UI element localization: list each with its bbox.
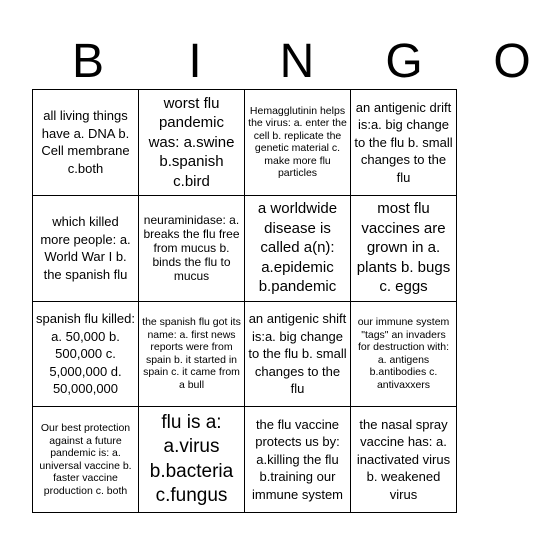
cell-text: Our best protection against a future pandemic is: a. universal vaccine b. faster vaccine production c. both <box>39 422 132 497</box>
cell-text: all living things have a. DNA b. Cell membrane c.both <box>41 108 130 176</box>
bingo-cell[interactable] <box>139 196 245 302</box>
bingo-cell[interactable] <box>139 302 245 408</box>
bingo-cell[interactable] <box>139 407 245 513</box>
bingo-cell[interactable] <box>245 196 351 302</box>
cell-text: spanish flu killed: a. 50,000 b. 500,000 c. 5,000,000 d. 50,000,000 <box>36 311 135 397</box>
header-letter-i: I <box>188 35 202 88</box>
bingo-cell[interactable] <box>351 302 457 408</box>
cell-text: worst flu pandemic was: a.swine b.spanish c.bird <box>148 94 235 190</box>
bingo-grid <box>32 89 457 513</box>
cell-text: an antigenic shift is:a. big change to the flu b. small changes to the flu <box>248 311 347 397</box>
cell-text: an antigenic drift is:a. big change to the flu b. small changes to the flu <box>354 99 453 185</box>
cell-text: which killed more people: a. World War I b. the spanish flu <box>40 214 131 282</box>
bingo-cell[interactable] <box>33 407 139 513</box>
cell-text: flu is a: a.virus b.bacteria c.fungus <box>149 411 234 507</box>
header-letter-g: G <box>385 35 423 88</box>
header-letter-b: B <box>71 35 104 88</box>
bingo-header <box>0 34 531 90</box>
cell-text: our immune system "tags" an invaders for destruction with: a. antigens b.antibodies c. antivaxxers <box>357 316 450 391</box>
cell-text: a worldwide disease is called a(n): a.epidemic b.pandemic <box>257 200 338 296</box>
bingo-cell[interactable] <box>245 302 351 408</box>
bingo-cell[interactable] <box>351 196 457 302</box>
bingo-cell[interactable] <box>33 90 139 196</box>
cell-text: the nasal spray vaccine has: a. inactivated virus b. weakened virus <box>356 416 451 502</box>
bingo-cell[interactable] <box>351 407 457 513</box>
cell-text: the flu vaccine protects us by: a.killing the flu b.training our immune system <box>251 416 344 502</box>
cell-text: neuraminidase: a. breaks the flu free from mucus b. binds the flu to mucus <box>143 213 240 284</box>
cell-text: Hemagglutinin helps the virus: a. enter the cell b. replicate the genetic material c. make more flu particles <box>248 104 347 180</box>
bingo-cell[interactable] <box>33 302 139 408</box>
header-letter-n: N <box>279 35 315 88</box>
bingo-cell[interactable] <box>245 407 351 513</box>
bingo-cell[interactable] <box>351 90 457 196</box>
header-letter-o: O <box>493 35 531 88</box>
bingo-cell[interactable] <box>139 90 245 196</box>
bingo-cell[interactable] <box>33 196 139 302</box>
bingo-cell[interactable] <box>245 90 351 196</box>
cell-text: most flu vaccines are grown in a. plants b. bugs c. eggs <box>356 200 451 296</box>
cell-text: the spanish flu got its name: a. first news reports were from spain b. it started in spain c. it came from a bull <box>142 316 241 391</box>
